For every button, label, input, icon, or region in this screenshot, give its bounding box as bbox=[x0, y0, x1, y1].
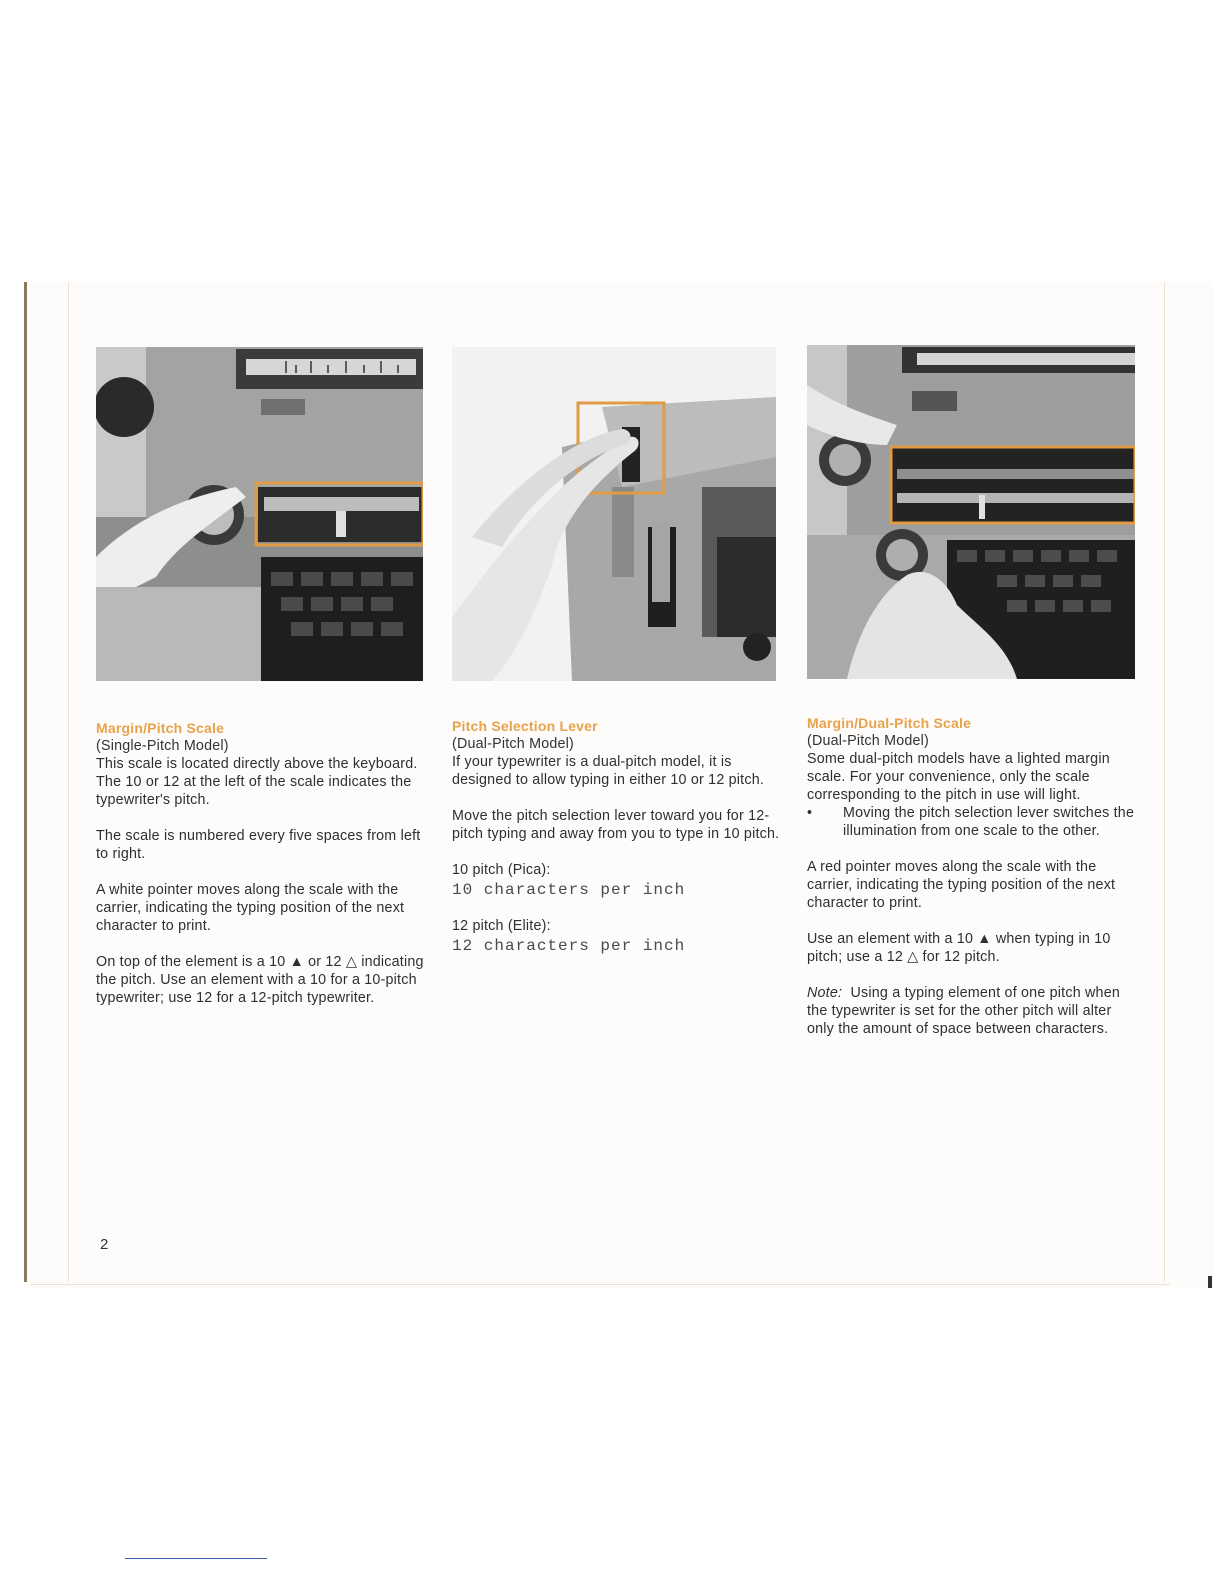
note bbox=[807, 984, 1137, 1038]
page-edge-left bbox=[24, 282, 27, 1282]
paragraph: The scale is numbered every five spaces from left to right. bbox=[96, 828, 421, 862]
section-subheading: (Dual-Pitch Model) bbox=[452, 736, 574, 752]
column-pitch-selection-lever bbox=[452, 717, 782, 973]
paragraph: Move the pitch selection lever toward you for 12-pitch typing and away from you to type in 10 pitch. bbox=[452, 808, 780, 842]
paragraph: Use an element with a 10 ▲ when typing in 10 pitch; use a 12 △ for 12 pitch. bbox=[807, 931, 1111, 965]
section-heading: Pitch Selection Lever bbox=[452, 718, 598, 734]
page-number: 2 bbox=[100, 1236, 109, 1253]
paragraph: On top of the element is a 10 ▲ or 12 △ indicating the pitch. Use an element with a 10 for a 10-pitch typewriter; use 12 for a 12-pitch typewriter. bbox=[96, 954, 424, 1006]
pica-label: 10 pitch (Pica): bbox=[452, 862, 551, 878]
photo-pitch-selection-lever bbox=[452, 347, 776, 681]
section-heading: Margin/Pitch Scale bbox=[96, 720, 225, 736]
section-heading: Margin/Dual-Pitch Scale bbox=[807, 715, 972, 731]
elite-sample: 12 characters per inch bbox=[452, 937, 686, 955]
elite-label: 12 pitch (Elite): bbox=[452, 918, 551, 934]
photo-margin-pitch-scale bbox=[96, 347, 423, 681]
section-subheading: (Dual-Pitch Model) bbox=[807, 733, 929, 749]
paragraph: This scale is located directly above the keyboard. The 10 or 12 at the left of the scale indicates the typewriter's pitch. bbox=[96, 756, 418, 808]
note-text: Using a typing element of one pitch when the typewriter is set for the other pitch will alter only the amount of space between characters. bbox=[807, 985, 1121, 1037]
bullet-mark: • bbox=[807, 805, 813, 821]
page-fold-right bbox=[1164, 282, 1165, 1282]
footer-rule bbox=[125, 1558, 267, 1559]
page-edge-mark bbox=[1208, 1276, 1212, 1288]
pica-sample: 10 characters per inch bbox=[452, 881, 686, 899]
paragraph: Some dual-pitch models have a lighted margin scale. For your convenience, only the scale corresponding to the pitch in use will light. bbox=[807, 751, 1110, 803]
section-subheading: (Single-Pitch Model) bbox=[96, 738, 229, 754]
paragraph: If your typewriter is a dual-pitch model, it is designed to allow typing in either 10 or 12 pitch. bbox=[452, 754, 765, 788]
paragraph: A red pointer moves along the scale with the carrier, indicating the typing position of the next character to print. bbox=[807, 859, 1116, 911]
column-margin-dual-pitch-scale bbox=[807, 714, 1137, 1056]
page-bottom-edge bbox=[30, 1284, 1170, 1285]
bullet-text: Moving the pitch selection lever switches the illumination from one scale to the other. bbox=[843, 805, 1135, 839]
paragraph: A white pointer moves along the scale with the carrier, indicating the typing position of the next character to print. bbox=[96, 882, 405, 934]
page-fold-left bbox=[68, 282, 69, 1282]
note-label: Note: bbox=[807, 985, 843, 1001]
bullet-item bbox=[807, 804, 1137, 840]
photo-margin-dual-pitch-scale bbox=[807, 345, 1135, 679]
column-margin-pitch-scale bbox=[96, 719, 431, 1025]
